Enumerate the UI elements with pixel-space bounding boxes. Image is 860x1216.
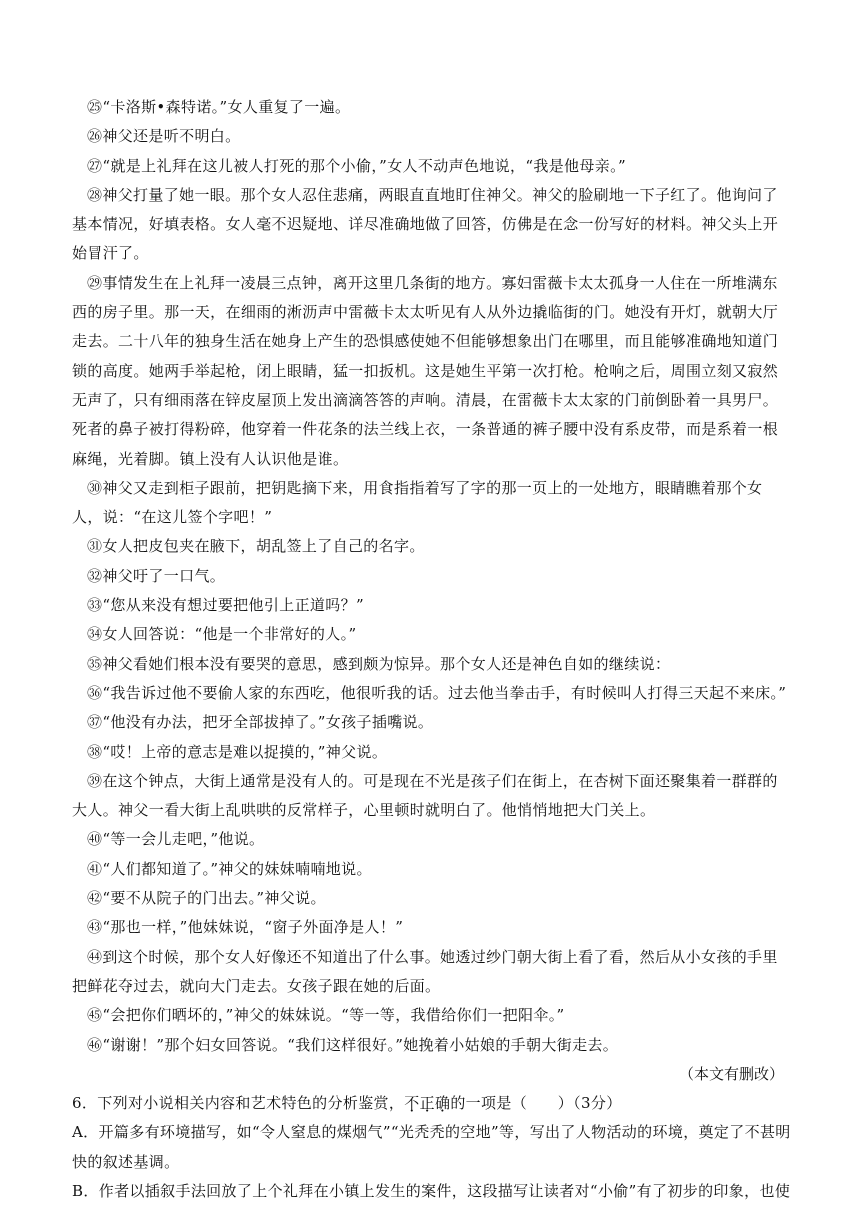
question-stem-pre: 6．下列对小说相关内容和艺术特色的分析鉴赏，	[72, 1094, 405, 1113]
story-paragraph: ㊷“要不从院子的门出去。”神父说。	[87, 889, 326, 908]
emphasis-char: 正	[419, 1094, 435, 1113]
source-note: （本文有删改）	[678, 1064, 784, 1083]
story-paragraph: ㊱“我告诉过他不要偷人家的东西吃，他很听我的话。过去他当拳击手，有时候叫人打得三天起不来床。”	[87, 683, 787, 702]
story-paragraph: ㉗“就是上礼拜在这儿被人打死的那个小偷，”女人不动声色地说，“我是他母亲。”	[87, 156, 626, 175]
story-paragraph: ㉟神父看她们根本没有要哭的意思，感到颇为惊异。那个女人还是神色自如的继续说：	[87, 654, 671, 673]
story-paragraph: ㉜神父吁了一口气。	[87, 566, 226, 585]
story-paragraph: ㊻“谢谢！”那个妇女回答说。“我们这样很好。”她挽着小姑娘的手朝大街走去。	[87, 1035, 619, 1054]
story-paragraph: ㉕“卡洛斯•森特诺。”女人重复了一遍。	[87, 98, 351, 116]
story-paragraph: ㊳“哎！上帝的意志是难以捉摸的，”神父说。	[87, 742, 388, 761]
option-a: A．开篇多有环境描写，如“令人窒息的煤烟气”“光秃秃的空地”等，写出了人物活动的环境，奠定了不甚明快的叙述基调。	[72, 1123, 791, 1171]
story-text	[72, 93, 792, 1060]
story-paragraph: ㉖神父还是听不明白。	[87, 127, 241, 146]
story-paragraph: ㉝“您从来没有想过要把他引上正道吗？”	[87, 596, 364, 615]
story-paragraph: ㊲“他没有办法，把牙全部拔掉了。”女孩子插嘴说。	[87, 713, 434, 732]
story-paragraph: ㉘神父打量了她一眼。那个女人忍住悲痛，两眼直直地盯住神父。神父的脸刷地一下子红了。他询问了基本情况，好填表格。女人毫不迟疑地、详尽准确地做了回答，仿佛是在念一份写好的材料。神父头上开始冒汗了。	[72, 185, 779, 263]
story-paragraph: ㊵“等一会儿走吧，”他说。	[87, 830, 265, 849]
question-stem-post: 的一项是（ ）（3分）	[450, 1094, 622, 1113]
question-6	[72, 1089, 792, 1118]
story-paragraph: ㉙事情发生在上礼拜一凌晨三点钟，离开这里几条街的地方。寡妇雷薇卡太太孤身一人住在一所堆满东西的房子里。那一天，在细雨的淅沥声中雷薇卡太太听见有人从外边撬临街的门。她没有开灯，就朝大厅走去。二十八年的独身生活在她身上产生的恐惧感使她不但能够想象出门在哪里，而且能够准确地知道门锁的高度。她两手举起枪，闭上眼睛，猛一扣扳机。这是她生平第一次打枪。枪响之后，周围立刻又寂然无声了，只有细雨落在锌皮屋顶上发出滴滴答答的声响。清晨，在雷薇卡太太家的门前倒卧着一具男尸。死者的鼻子被打得粉碎，他穿着一件花条的法兰线上衣，一条普通的裤子腰中没有系皮带，而是系着一根麻绳，光着脚。镇上没有人认识他是谁。	[72, 273, 779, 468]
story-paragraph: ㉚神父又走到柜子跟前，把钥匙摘下来，用食指指着写了字的那一页上的一处地方，眼睛瞧着那个女人，说：“在这儿签个字吧！”	[72, 478, 763, 527]
emphasis-char: 不	[404, 1094, 420, 1113]
story-paragraph: ㊺“会把你们晒坏的，”神父的妹妹说。“等一等，我借给你们一把阳伞。”	[87, 1006, 565, 1025]
document-page	[72, 93, 792, 1206]
story-paragraph: ㊴在这个钟点，大街上通常是没有人的。可是现在不光是孩子们在街上，在杏树下面还聚集着一群群的大人。神父一看大街上乱哄哄的反常样子，心里顿时就明白了。他悄悄地把大门关上。	[72, 771, 778, 820]
story-paragraph: ㊸“那也一样，”他妹妹说，“窗子外面净是人！”	[87, 918, 404, 937]
story-paragraph: ㉞女人回答说：“他是一个非常好的人。”	[87, 625, 357, 644]
story-paragraph: ㊹到这个时候，那个女人好像还不知道出了什么事。她透过纱门朝大街上看了看，然后从小女孩的手里把鲜花夺过去，就向大门走去。女孩子跟在她的后面。	[72, 947, 778, 995]
story-paragraph: ㉛女人把皮包夹在腋下，胡乱签上了自己的名字。	[87, 537, 425, 556]
story-paragraph: ㊶“人们都知道了。”神父的妹妹喃喃地说。	[87, 859, 372, 878]
option-b: B．作者以插叙手法回放了上个礼拜在小镇上发生的案件，这段描写让读者对“小偷”有了初步的印象，也使	[72, 1181, 791, 1200]
emphasis-char: 确	[434, 1094, 451, 1113]
